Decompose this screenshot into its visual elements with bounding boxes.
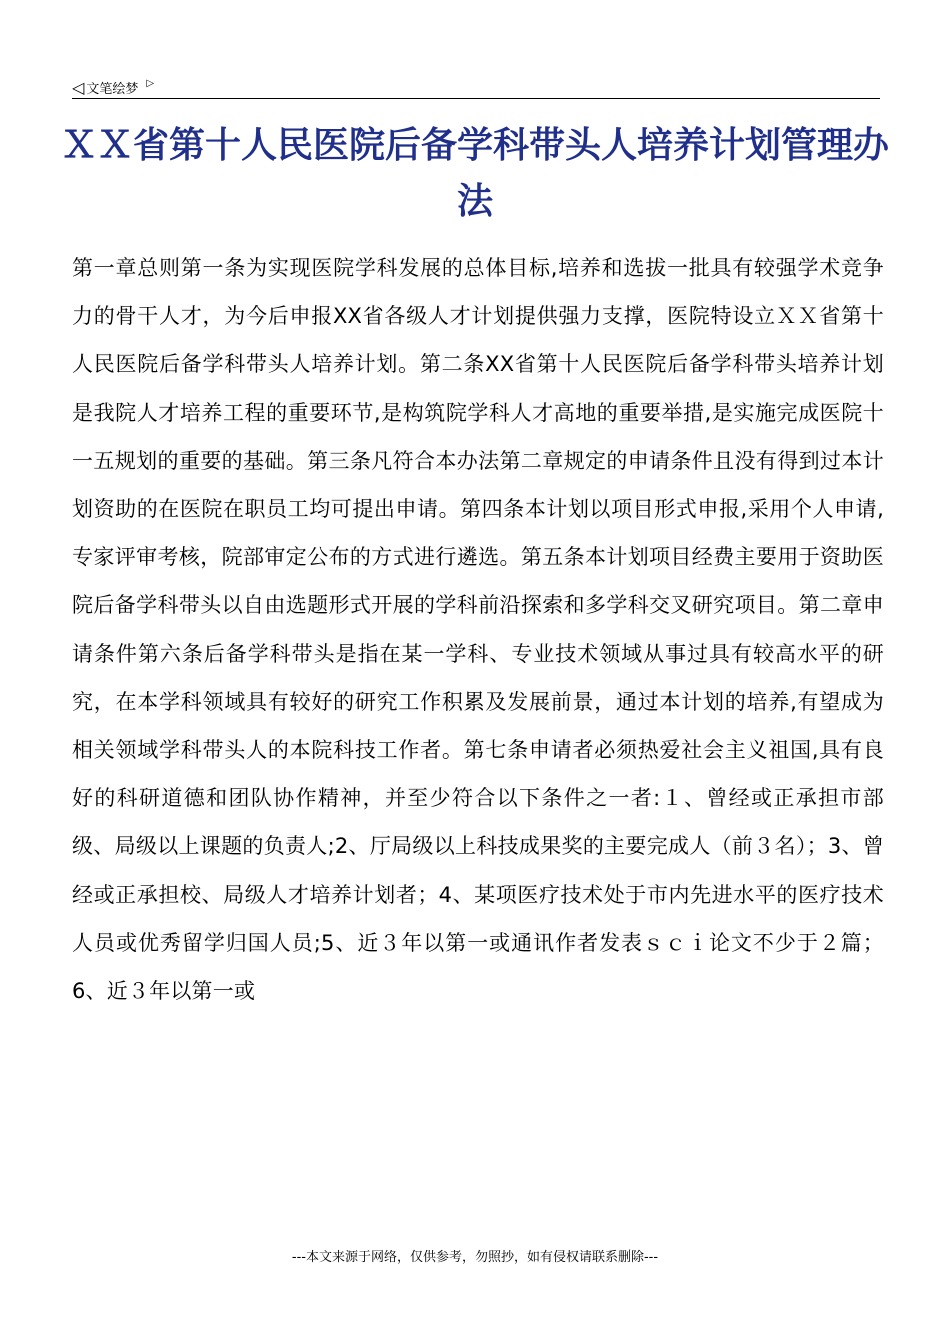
page-header bbox=[72, 76, 880, 98]
document-title: ＸＸ省第十人民医院后备学科带头人培养计划管理办法 bbox=[60, 125, 889, 222]
document-body: 第一章总则第一条为实现医院学科发展的总体目标,培养和选拔一批具有较强学术竞争力的骨干人才，为今后申报XX省各级人才计划提供强力支撑，医院特设立ＸＸ省第十人民医院后备学科带头人培养计划。第二条XX省第十人民医院后备学科带头培养计划是我院人才培养工程的重要环节,是构筑院学科人才高地的重要举措,是实施完成医院十一五规划的重要的基础。第三条凡符合本办法第二章规定的申请条件且没有得到过本计划资助的在医院在职员工均可提出申请。第四条本计划以项目形式申报,采用个人申请,专家评审考核，院部审定公布的方式进行遴选。第五条本计划项目经费主要用于资助医院后备学科带头以自由选题形式开展的学科前沿探索和多学科交叉研究项目。第二章申请条件第六条后备学科带头是指在某一学科、专业技术领域从事过具有较高水平的研究，在本学科领域具有较好的研究工作积累及发展前景，通过本计划的培养,有望成为相关领域学科带头人的本院科技工作者。第七条申请者必须热爱社会主义祖国,具有良好的科研道德和团队协作精神，并至少符合以下条件之一者:１、曾经或正承担市部级、局级以上课题的负责人;2、厅局级以上科技成果奖的主要完成人（前３名）；3、曾经或正承担校、局级人才培养计划者；4、某项医疗技术处于市内先进水平的医疗技术人员或优秀留学归国人员;5、近３年以第一或通讯作者发表ｓｃｉ论文不少于２篇；6、近３年以第一或 bbox=[72, 256, 884, 1004]
triangle-right-icon: ▷ bbox=[146, 77, 155, 89]
header-text: 文笔绘梦 bbox=[86, 81, 139, 97]
page-footer: ---本文来源于网络，仅供参考，勿照抄，如有侵权请联系删除--- bbox=[291, 1250, 659, 1265]
triangle-left-icon: ◁ bbox=[72, 77, 85, 97]
header-divider bbox=[72, 98, 880, 99]
